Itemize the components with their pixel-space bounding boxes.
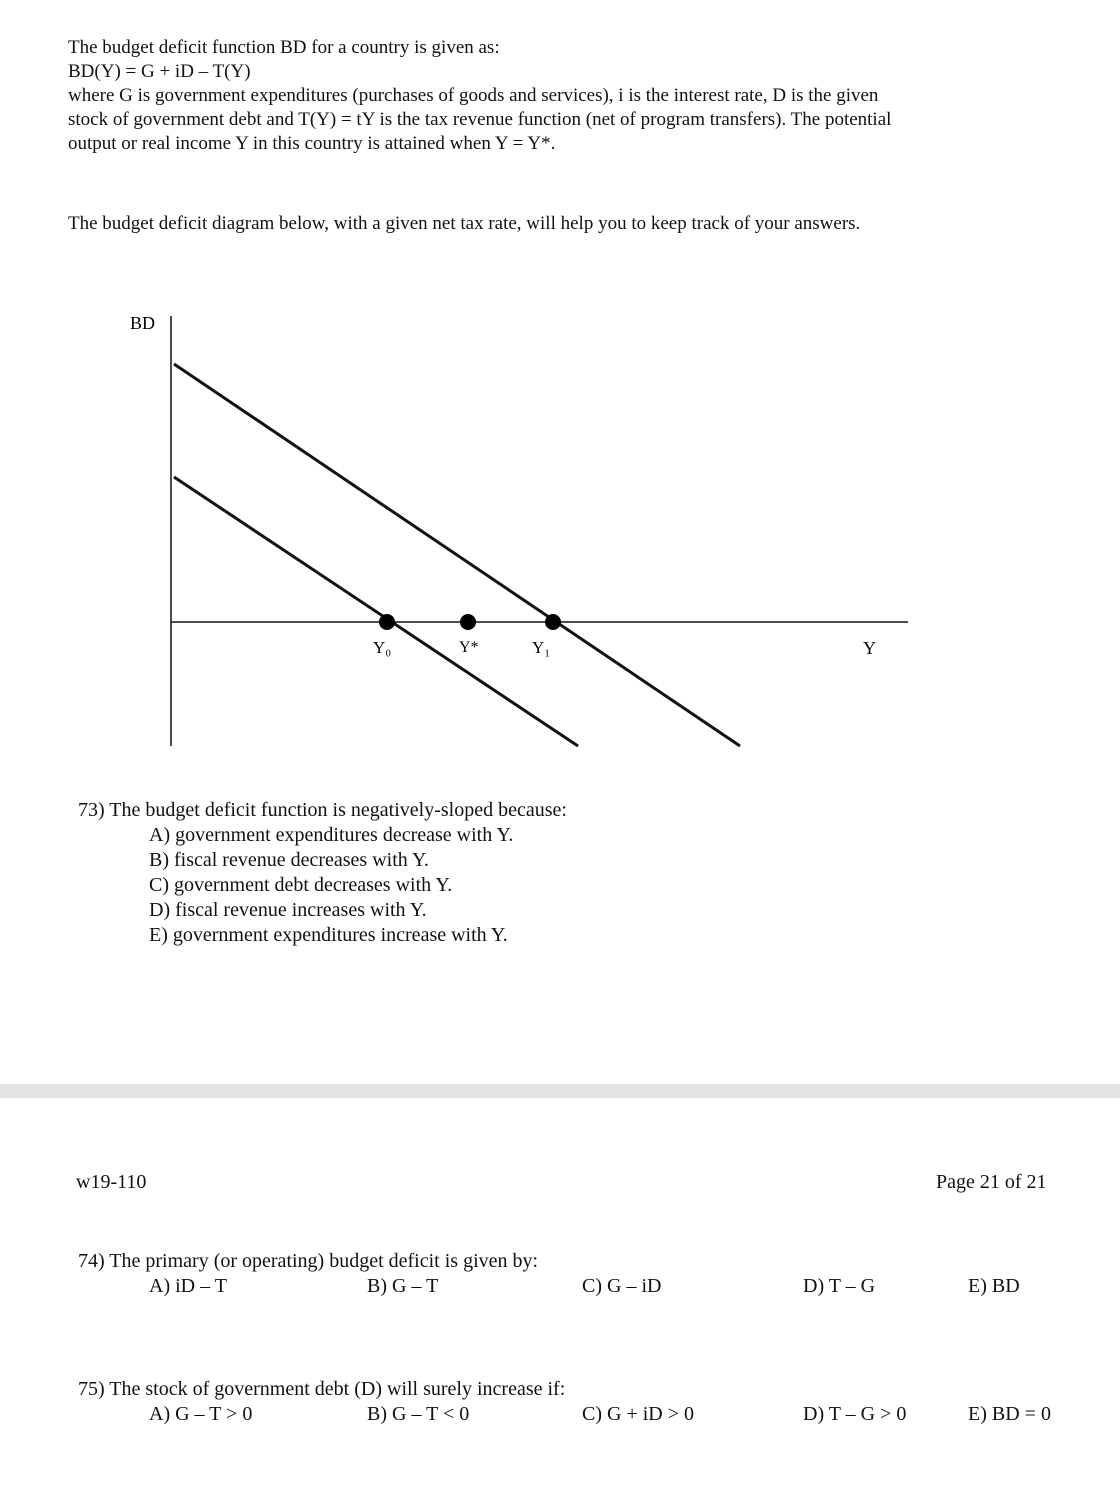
option-75-b: B) G – T < 0 <box>367 1403 470 1425</box>
question-74-stem: 74) The primary (or operating) budget deficit is given by: <box>78 1250 539 1272</box>
question-75-options <box>78 1402 1078 1428</box>
y1-label: Y₁ <box>532 638 551 657</box>
diagram-intro: The budget deficit diagram below, with a given net tax rate, will help you to keep track of your answers. <box>68 213 861 234</box>
option-74-b: B) G – T <box>367 1275 439 1297</box>
option-73-e: E) government expenditures increase with Y. <box>149 924 508 946</box>
option-74-d: D) T – G <box>803 1275 876 1297</box>
bd-line-lower <box>174 477 578 746</box>
option-74-c: C) G – iD <box>582 1275 662 1297</box>
exam-code: w19-110 <box>76 1171 147 1193</box>
deficit-formula: BD(Y) = G + iD – T(Y) <box>68 61 251 82</box>
question-75 <box>78 1377 1078 1428</box>
where-line-2: stock of government debt and T(Y) = tY is the tax revenue function (net of program transfers). The potential <box>68 109 892 130</box>
question-73-stem: 73) The budget deficit function is negatively-sloped because: <box>78 799 567 821</box>
y-axis-label: Y <box>863 638 876 658</box>
option-74-e: E) BD <box>968 1275 1020 1297</box>
y0-label: Y₀ <box>373 638 392 657</box>
ystar-label: Y* <box>459 639 479 656</box>
option-73-c: C) government debt decreases with Y. <box>149 874 453 896</box>
option-75-c: C) G + iD > 0 <box>582 1403 695 1425</box>
option-75-d: D) T – G > 0 <box>803 1403 907 1425</box>
bd-axis-label: BD <box>130 313 156 333</box>
bd-line-upper <box>174 364 740 746</box>
intro-line: The budget deficit function BD for a country is given as: <box>68 37 500 58</box>
option-74-a: A) iD – T <box>149 1275 227 1297</box>
question-73 <box>78 798 567 948</box>
option-75-e: E) BD = 0 <box>968 1403 1051 1425</box>
point-ystar <box>460 614 476 630</box>
question-74 <box>78 1249 1078 1300</box>
where-line-3: output or real income Y in this country is attained when Y = Y*. <box>68 133 556 154</box>
page-divider <box>0 1084 1120 1098</box>
option-73-d: D) fiscal revenue increases with Y. <box>149 899 427 921</box>
question-74-options <box>78 1274 1078 1300</box>
option-73-a: A) government expenditures decrease with Y. <box>149 824 514 846</box>
option-75-a: A) G – T > 0 <box>149 1403 253 1425</box>
page-number: Page 21 of 21 <box>936 1171 1047 1193</box>
point-y1 <box>545 614 561 630</box>
question-75-stem: 75) The stock of government debt (D) will surely increase if: <box>78 1378 566 1400</box>
option-73-b: B) fiscal revenue decreases with Y. <box>149 849 429 871</box>
where-line-1: where G is government expenditures (purchases of goods and services), i is the interest rate, D is the given <box>68 85 879 106</box>
point-y0 <box>379 614 395 630</box>
